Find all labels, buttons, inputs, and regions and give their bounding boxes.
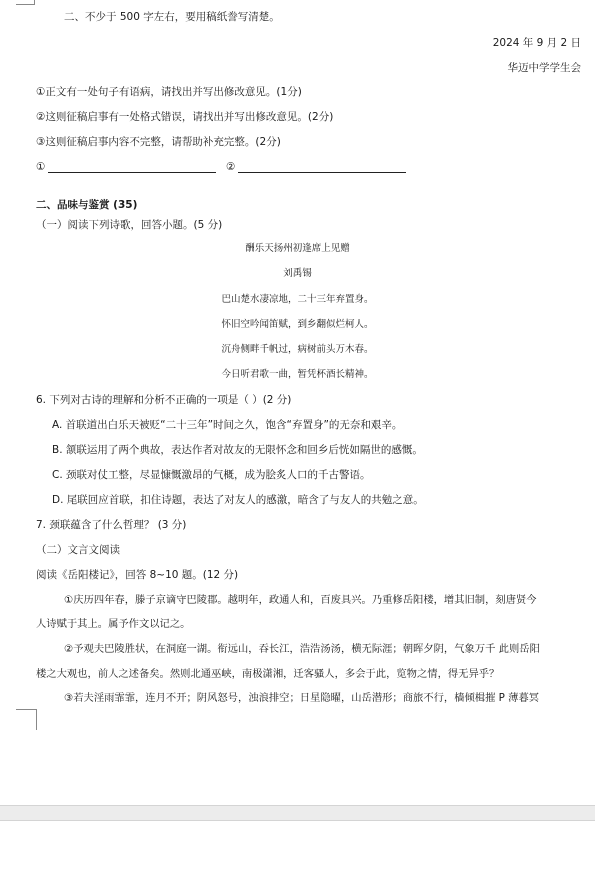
option-c: C. 颈联对仗工整，尽显慷慨激昂的气概，成为脍炙人口的千古警语。	[52, 469, 371, 481]
question-6: 6. 下列对古诗的理解和分析不正确的一项是（ ）(2 分)	[36, 394, 292, 406]
poem-line-2: 怀旧空吟闻笛赋，到乡翻似烂柯人。	[221, 319, 374, 330]
reading-instruction: 阅读《岳阳楼记》，回答 8~10 题。(12 分)	[36, 569, 239, 581]
passage-para-2-line-1: ②予观夫巴陵胜状，在洞庭一湖。衔远山，吞长江，浩浩汤汤，横无际涯；朝晖夕阴，气象万千 此则岳阳	[64, 643, 540, 655]
page-separator	[0, 805, 595, 821]
passage-para-3-line-1: ③若夫淫雨霏霏，连月不开；阴风怒号，浊浪排空；日星隐曜，山岳潜形；商旅不行，樯倾楫摧 P 薄暮冥	[64, 692, 540, 704]
poem-instruction: （一）阅读下列诗歌，回答小题。(5 分)	[36, 219, 223, 231]
classical-section-heading: （二）文言文阅读	[36, 544, 120, 556]
option-b: B. 颔联运用了两个典故，表达作者对故友的无限怀念和回乡后恍如隔世的感慨。	[52, 444, 423, 456]
passage-para-1-line-2: 人诗赋于其上。属予作文以记之。	[36, 618, 191, 630]
poem-line-3: 沉舟侧畔千帆过，病树前头万木春。	[221, 344, 374, 355]
passage-para-2-line-2: 楼之大观也，前人之述备矣。然则北通巫峡，南极潇湘，迁客骚人，多会于此，览物之情，得无异乎？	[36, 668, 500, 680]
notice-organization: 华迈中学学生会	[507, 62, 581, 74]
answer-blank-2-line[interactable]	[238, 172, 406, 173]
poem-title: 酬乐天扬州初逢席上见赠	[245, 243, 350, 254]
next-page	[0, 821, 595, 889]
poem-author: 刘禹锡	[283, 268, 312, 279]
notice-date: 2024 年 9 月 2 日	[492, 37, 581, 49]
page-corner-mark-top	[16, 0, 35, 5]
question-3: ③这则征稿启事内容不完整，请帮助补充完整。(2分)	[36, 136, 281, 148]
option-d: D. 尾联回应首联，扣住诗题，表达了对友人的感激，暗含了与友人的共勉之意。	[52, 494, 424, 506]
answer-blank-1-line[interactable]	[48, 172, 216, 173]
section-heading: 二、品味与鉴赏 (35)	[36, 199, 138, 211]
question-7: 7. 颈联蕴含了什么哲理？ (3 分)	[36, 519, 187, 531]
passage-para-1-line-1: ①庆历四年春，滕子京谪守巴陵郡。越明年，政通人和，百废具兴。乃重修岳阳楼，增其旧制，刻唐贤今	[64, 594, 537, 606]
poem-line-1: 巴山楚水凄凉地，二十三年弃置身。	[221, 294, 374, 305]
page-corner-mark-bottom	[16, 709, 37, 730]
answer-blank-1-label: ①	[36, 161, 46, 173]
requirement-2: 二、不少于 500 字左右，要用稿纸誊写清楚。	[64, 11, 280, 23]
question-1: ①正文有一处句子有语病，请找出并写出修改意见。(1分)	[36, 86, 302, 98]
option-a: A. 首联道出白乐天被贬“二十三年”时间之久，饱含“弃置身”的无奈和艰辛。	[52, 419, 403, 431]
answer-blank-2-label: ②	[226, 161, 236, 173]
question-2: ②这则征稿启事有一处格式错误，请找出并写出修改意见。(2分)	[36, 111, 334, 123]
poem-line-4: 今日听君歌一曲，暂凭杯酒长精神。	[221, 369, 374, 380]
